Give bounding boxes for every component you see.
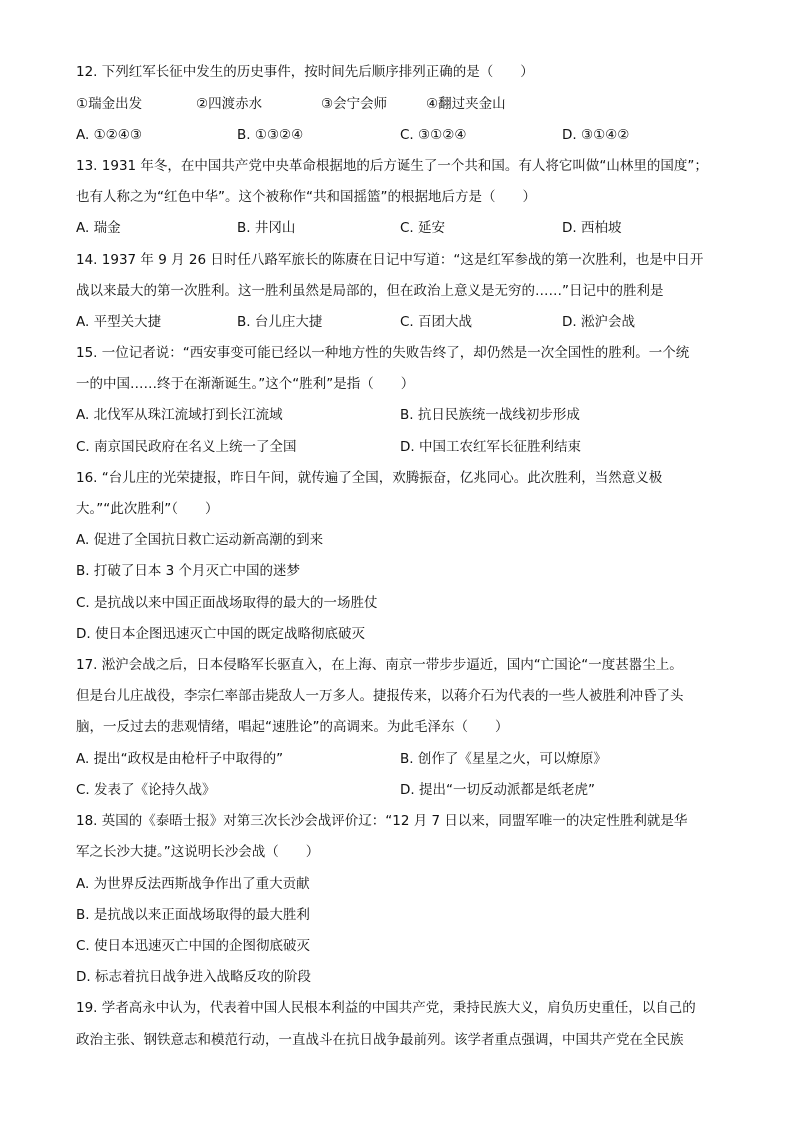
- q16-stem-line-1: 16. “台儿庄的光荣捷报，昨日午间，就传遍了全国，欢腾振奋，亿兆同心。此次胜利，当然意义极: [76, 470, 663, 486]
- q14-option-a: A. 平型关大捷: [76, 314, 162, 330]
- q19-stem-line-2: 政治主张、钢铁意志和模范行动，一直战斗在抗日战争最前列。该学者重点强调，中国共产党在全民族: [76, 1032, 684, 1048]
- q13-option-d: D. 西柏坡: [562, 220, 622, 236]
- q12-option-c: C. ③①②④: [400, 127, 467, 143]
- q17-stem-line-3: 脑，一反过去的悲观情绪，唱起“速胜论”的高调来。为此毛泽东（ ）: [76, 719, 509, 735]
- q13-option-c: C. 延安: [400, 220, 446, 236]
- q15-option-b: B. 抗日民族统一战线初步形成: [400, 407, 580, 423]
- q12-option-a: A. ①②④③: [76, 127, 142, 143]
- q14-option-b: B. 台儿庄大捷: [237, 314, 323, 330]
- q17-stem-line-2: 但是台儿庄战役，李宗仁率部击毙敌人一万多人。捷报传来，以蒋介石为代表的一些人被胜利冲昏了头: [76, 688, 684, 704]
- q17-option-b: B. 创作了《星星之火，可以燎原》: [400, 751, 607, 767]
- q15-stem-line-1: 15. 一位记者说：“西安事变可能已经以一种地方性的失败告终了，却仍然是一次全国性的胜利。一个统: [76, 345, 690, 361]
- q14-stem-line-1: 14. 1937 年 9 月 26 日时任八路军旅长的陈赓在日记中写道：“这是红军参战的第一次胜利，也是中日开: [76, 252, 704, 268]
- q16-option-c: C. 是抗战以来中国正面战场取得的最大的一场胜仗: [76, 595, 378, 611]
- q14-option-c: C. 百团大战: [400, 314, 473, 330]
- q12-stem: 12. 下列红军长征中发生的历史事件，按时间先后顺序排列正确的是（ ）: [76, 64, 534, 80]
- q12-event-1: ①瑞金出发: [76, 96, 143, 112]
- q12-event-4: ④翻过夹金山: [426, 96, 506, 112]
- q13-stem-line-1: 13. 1931 年冬，在中国共产党中央革命根据地的后方诞生了一个共和国。有人将它叫做“山林里的国度”；: [76, 158, 708, 174]
- q13-option-a: A. 瑞金: [76, 220, 121, 236]
- q17-stem-line-1: 17. 淞沪会战之后，日本侵略军长驱直入，在上海、南京一带步步逼近，国内“亡国论“一度甚嚣尘上。: [76, 657, 683, 673]
- q15-option-c: C. 南京国民政府在名义上统一了全国: [76, 439, 297, 455]
- q18-stem-line-2: 军之长沙大捷。”这说明长沙会战（ ）: [76, 844, 320, 860]
- q13-stem-line-2: 也有人称之为“红色中华”。这个被称作“共和国摇篮”的根据地后方是（ ）: [76, 189, 536, 205]
- q12-option-b: B. ①③②④: [237, 127, 304, 143]
- q15-option-d: D. 中国工农红军长征胜利结束: [400, 439, 581, 455]
- q14-option-d: D. 淞沪会战: [562, 314, 635, 330]
- q15-stem-line-2: 一的中国……终于在渐渐诞生。”这个“胜利”是指（ ）: [76, 376, 415, 392]
- q18-option-b: B. 是抗战以来正面战场取得的最大胜利: [76, 907, 310, 923]
- q17-option-d: D. 提出“一切反动派都是纸老虎”: [400, 782, 595, 798]
- q13-option-b: B. 井冈山: [237, 220, 296, 236]
- q12-event-2: ②四渡赤水: [196, 96, 263, 112]
- q18-option-a: A. 为世界反法西斯战争作出了重大贡献: [76, 876, 310, 892]
- q18-option-c: C. 使日本迅速灭亡中国的企图彻底破灭: [76, 938, 311, 954]
- q18-option-d: D. 标志着抗日战争进入战略反攻的阶段: [76, 969, 311, 985]
- q16-stem-line-2: 大。”“此次胜利”（ ）: [76, 501, 219, 517]
- q12-option-d: D. ③①④②: [562, 127, 630, 143]
- q17-option-c: C. 发表了《论持久战》: [76, 782, 216, 798]
- q17-option-a: A. 提出“政权是由枪杆子中取得的”: [76, 751, 284, 767]
- q19-stem-line-1: 19. 学者高永中认为，代表着中国人民根本利益的中国共产党，秉持民族大义，肩负历史重任，以自己的: [76, 1000, 696, 1016]
- q16-option-a: A. 促进了全国抗日救亡运动新高潮的到来: [76, 532, 324, 548]
- q16-option-d: D. 使日本企图迅速灭亡中国的既定战略彻底破灭: [76, 626, 365, 642]
- q14-stem-line-2: 战以来最大的第一次胜利。这一胜利虽然是局部的，但在政治上意义是无穷的……”日记中的胜利是: [76, 283, 664, 299]
- q15-option-a: A. 北伐军从珠江流域打到长江流域: [76, 407, 283, 423]
- q18-stem-line-1: 18. 英国的《泰晤士报》对第三次长沙会战评价辽：“12 月 7 日以来，同盟军唯一的决定性胜利就是华: [76, 813, 688, 829]
- q12-event-3: ③会宁会师: [321, 96, 388, 112]
- q16-option-b: B. 打破了日本 3 个月灭亡中国的迷梦: [76, 563, 301, 579]
